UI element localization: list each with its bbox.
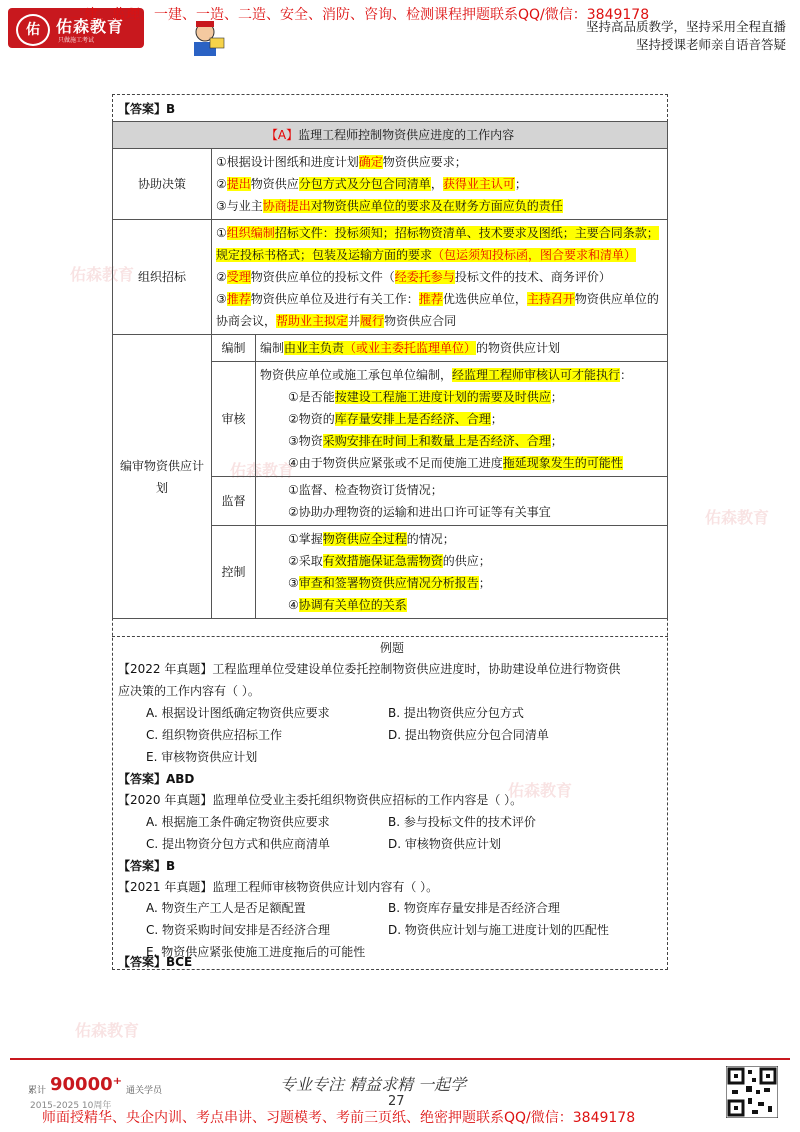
sub-content-compile: 编制由业主负责（或业主委托监理单位）的物资供应计划 — [256, 335, 668, 362]
examples-title: 例题 — [380, 641, 405, 655]
examples-divider — [112, 636, 668, 637]
q3-option-d: D. 物资供应计划与施工进度计划的匹配性 — [388, 923, 609, 937]
q2-option-b: B. 参与投标文件的技术评价 — [388, 815, 536, 829]
section-label-decision: 协助决策 — [113, 149, 212, 220]
mascot-icon — [180, 18, 230, 58]
watermark: 佑森教育 — [508, 781, 573, 800]
q3-stem: 【2021 年真题】监理工程师审核物资供应计划内容有（ ）。 — [118, 880, 439, 894]
footer-banner: 师面授精华、央企内训、考点串讲、习题模考、考前三页纸、绝密押题联系QQ/微信：3849178 — [42, 1110, 636, 1126]
footer-count-label: 累计 — [28, 1086, 47, 1096]
logo-subtitle: 只做施工考试 — [58, 37, 95, 44]
sub-content-supervise: ①监督、检查物资订货情况； ②协助办理物资的运输和进出口许可证等有关事宜 — [256, 477, 668, 526]
q1-option-c: C. 组织物资供应招标工作 — [146, 728, 283, 742]
section-content-decision: ①根据设计图纸和进度计划确定物资供应要求； ②提出物资供应分包方式及分包合同清单，获得业主认可； ③与业主协商提出对物资供应单位的要求及在财务方面应负的责任 — [212, 149, 668, 220]
q1-option-d: D. 提出物资供应分包合同清单 — [388, 728, 549, 742]
q3-option-b: B. 物资库存量安排是否经济合理 — [388, 901, 560, 915]
sub-content-review: 物资供应单位或施工承包单位编制，经监理工程师审核认可才能执行： ①是否能按建设工程施工进度计划的需要及时供应； ②物资的库存量安排上是否经济、合理； ③物资采购安排在时间上和数量上是否经济、合理； ④由于物资供应紧张或不足而使施工进度拖延现象发生的可能性 — [256, 362, 668, 477]
header-banner: 二建、监理、一建、一造、二造、安全、消防、咨询、检测课程押题联系QQ/微信：3849178 — [70, 7, 650, 23]
section-label-tender: 组织招标 — [113, 220, 212, 335]
q2-option-a: A. 根据施工条件确定物资供应要求 — [146, 815, 330, 829]
logo-emblem-icon: 佑 — [16, 14, 50, 46]
sub-label-supervise: 监督 — [212, 477, 256, 526]
q1-answer: 【答案】ABD — [118, 772, 195, 786]
q2-option-d: D. 审核物资供应计划 — [388, 837, 501, 851]
knowledge-table — [112, 121, 668, 619]
header-slogan-2: 坚持授课老师亲自语音答疑 — [635, 37, 786, 52]
q3-option-c: C. 物资采购时间安排是否经济合理 — [146, 923, 331, 937]
watermark: 佑森教育 — [705, 508, 770, 527]
q1-stem-line1: 【2022 年真题】工程监理单位受建设单位委托控制物资供应进度时，协助建设单位进行物资供 — [118, 662, 621, 676]
table-title: 【A】监理工程师控制物资供应进度的工作内容 — [113, 122, 668, 149]
sub-label-compile: 编制 — [212, 335, 256, 362]
q1-stem-line2: 应决策的工作内容有（ ）。 — [118, 684, 260, 698]
q3-option-a: A. 物资生产工人是否足额配置 — [146, 901, 306, 915]
qr-code-icon — [726, 1066, 778, 1118]
logo-text: 佑森教育 — [56, 17, 125, 36]
q1-option-b: B. 提出物资供应分包方式 — [388, 706, 524, 720]
q1-option-a: A. 根据设计图纸确定物资供应要求 — [146, 706, 330, 720]
footer-handwritten-slogan: 专业专注 精益求精 一起学 — [280, 1075, 467, 1094]
top-answer: 【答案】B — [118, 102, 176, 116]
q2-stem: 【2020 年真题】监理单位受业主委托组织物资供应招标的工作内容是（ ）。 — [118, 793, 523, 807]
footer-student-count: 90000⁺ — [50, 1074, 123, 1095]
header-slogan-1: 坚持高品质教学，坚持采用全程直播 — [585, 19, 786, 34]
section-content-tender: ①组织编制招标文件：投标须知；招标物资清单、技术要求及图纸；主要合同条款；规定投标书格式；包装及运输方面的要求（包运须知投标函，图合要求和清单） ②受理物资供应单位的投标文件（经委托参与投标文件的技术、商务评价） ③推荐物资供应单位及进行有关工作：推荐优选供应单位，主持召开物资供应单位的协商会议，帮助业主拟定并履行物资供应合同 — [212, 220, 668, 335]
q2-option-c: C. 提出物资分包方式和供应商清单 — [146, 837, 331, 851]
page-number: 27 — [388, 1094, 405, 1109]
sub-content-control: ①掌握物资供应全过程的情况； ②采取有效措施保证急需物资的供应； ③审查和签署物资供应情况分析报告； ④协调有关单位的关系 — [256, 526, 668, 619]
q3-option-e: E. 物资供应紧张使施工进度拖后的可能性 — [146, 945, 366, 959]
sub-label-review: 审核 — [212, 362, 256, 477]
watermark: 佑森教育 — [75, 1021, 140, 1040]
watermark: 佑森教育 — [70, 265, 135, 284]
footer-years: 2015-2025 10周年 — [30, 1101, 112, 1111]
q3-answer: 【答案】BCE — [118, 955, 193, 969]
watermark: 佑森教育 — [230, 461, 295, 480]
q2-answer: 【答案】B — [118, 859, 176, 873]
section-label-plan: 编审物资供应计划 — [113, 335, 212, 619]
footer-divider — [10, 1058, 790, 1060]
footer-count-caption: 通关学员 — [126, 1086, 163, 1096]
q1-option-e: E. 审核物资供应计划 — [146, 750, 258, 764]
sub-label-control: 控制 — [212, 526, 256, 619]
